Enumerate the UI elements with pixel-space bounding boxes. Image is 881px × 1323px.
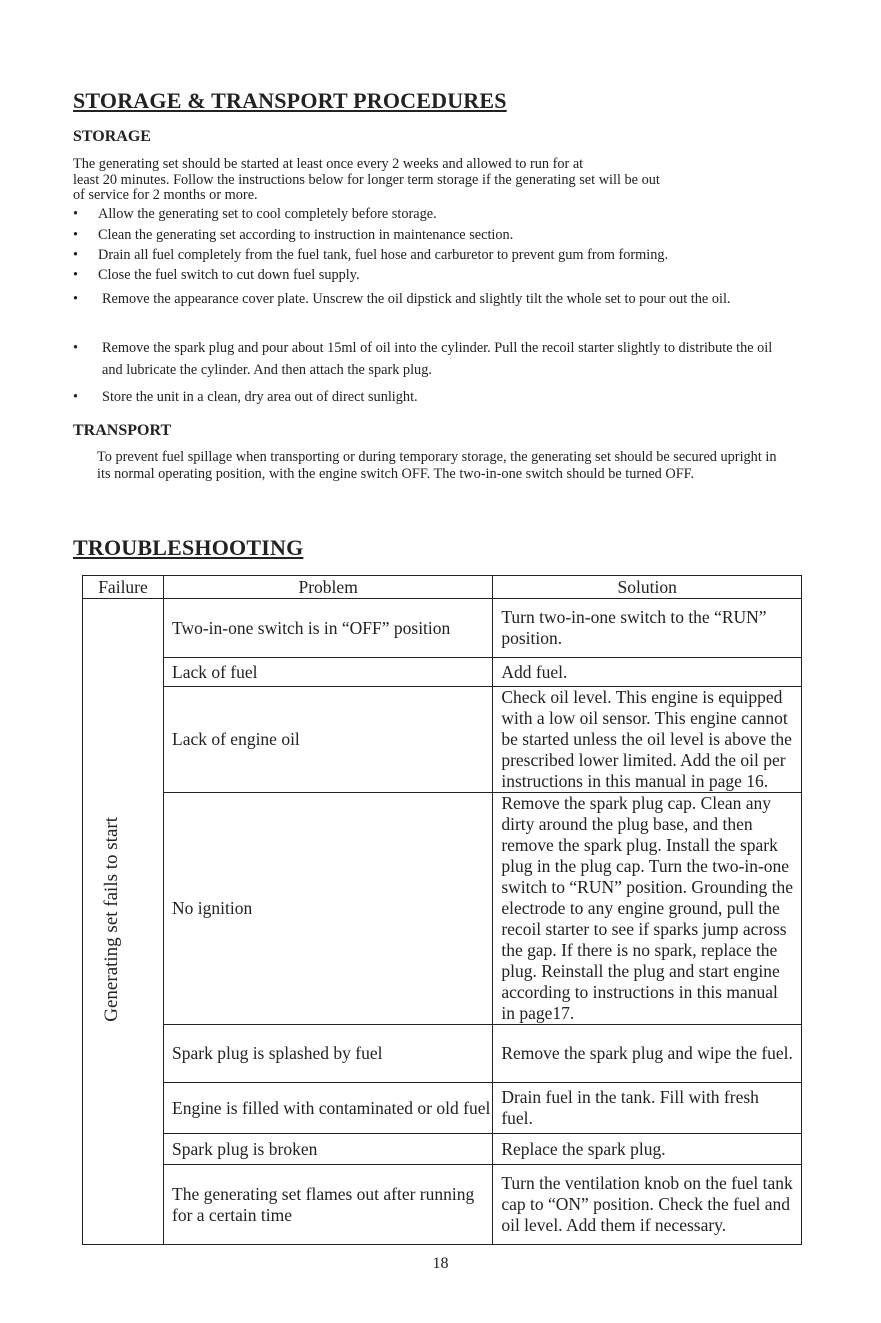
section-title-storage-transport: STORAGE & TRANSPORT PROCEDURES xyxy=(73,88,507,113)
storage-intro-line-3: of service for 2 months or more. xyxy=(73,187,258,203)
storage-bullet-5: • Remove the appearance cover plate. Unscrew the oil dipstick and slightly tilt the whole set to pour out the oil. xyxy=(73,288,783,310)
storage-intro xyxy=(73,157,813,204)
solution-cell: Remove the spark plug cap. Clean any dirty around the plug base, and then remove the spark plug. Install the spark plug in the plug cap. Turn the two-in-one switch to “RUN” position. Grounding the electrode to any engine ground, pull the recoil starter to see if sparks jump across the gap. If there is no spark, replace the plug. Reinstall the plug and start engine according to instructions in this manual in page17. xyxy=(493,793,802,1025)
bullet-text: Clean the generating set according to instruction in maintenance section. xyxy=(98,227,514,243)
storage-heading: STORAGE xyxy=(73,128,151,145)
table-row xyxy=(83,793,802,1025)
troubleshooting-table xyxy=(82,575,802,1245)
section-title-troubleshooting: TROUBLESHOOTING xyxy=(73,535,304,560)
table-row xyxy=(83,599,802,658)
problem-cell: Lack of engine oil xyxy=(164,687,493,793)
storage-intro-line-2: least 20 minutes. Follow the instructions below for longer term storage if the generating set will be out xyxy=(73,171,660,188)
bullet-text: Store the unit in a clean, dry area out of direct sunlight. xyxy=(102,389,418,405)
table-row xyxy=(83,1165,802,1245)
table-header-row xyxy=(83,576,802,599)
page-number: 18 xyxy=(432,1255,449,1272)
problem-cell: The generating set flames out after running for a certain time xyxy=(164,1165,493,1245)
storage-intro-line-1: The generating set should be started at least once every 2 weeks and allowed to run for at xyxy=(73,156,584,172)
solution-cell: Add fuel. xyxy=(493,658,802,687)
problem-cell: Two-in-one switch is in “OFF” position xyxy=(164,599,493,658)
table-row xyxy=(83,1025,802,1083)
problem-cell: Spark plug is splashed by fuel xyxy=(164,1025,493,1083)
storage-bullet-4: • Close the fuel switch to cut down fuel supply. xyxy=(73,267,360,283)
solution-cell: Turn two-in-one switch to the “RUN” position. xyxy=(493,599,802,658)
bullet-text: Allow the generating set to cool completely before storage. xyxy=(98,206,437,222)
solution-cell: Turn the ventilation knob on the fuel tank cap to “ON” position. Check the fuel and oil level. Add them if necessary. xyxy=(493,1165,802,1245)
storage-bullet-1: • Allow the generating set to cool completely before storage. xyxy=(73,206,437,222)
transport-heading: TRANSPORT xyxy=(73,422,172,439)
problem-cell: No ignition xyxy=(164,793,493,1025)
table-row xyxy=(83,658,802,687)
solution-cell: Check oil level. This engine is equipped with a low oil sensor. This engine cannot be started unless the oil level is above the prescribed lower limited. Add the oil per instructions in this manual in page 16. xyxy=(493,687,802,793)
header-solution: Solution xyxy=(493,576,802,599)
header-failure: Failure xyxy=(83,576,164,599)
solution-cell: Remove the spark plug and wipe the fuel. xyxy=(493,1025,802,1083)
problem-cell: Lack of fuel xyxy=(164,658,493,687)
transport-text: To prevent fuel spillage when transporting or during temporary storage, the generating set should be secured upright in its normal operating position, with the engine switch OFF. The two-in-one switch should be turned OFF. xyxy=(97,449,777,482)
table-row xyxy=(83,1134,802,1165)
solution-cell: Drain fuel in the tank. Fill with fresh fuel. xyxy=(493,1083,802,1134)
bullet-text: Remove the appearance cover plate. Unscrew the oil dipstick and slightly tilt the whole set to pour out the oil. xyxy=(102,291,731,307)
bullet-text: Drain all fuel completely from the fuel tank, fuel hose and carburetor to prevent gum from forming. xyxy=(98,247,669,263)
failure-text: Generating set fails to start xyxy=(101,816,122,1022)
failure-cell xyxy=(83,599,164,1245)
bullet-text: Remove the spark plug and pour about 15ml of oil into the cylinder. Pull the recoil starter slightly to distribute the oil and lubricate the cylinder. And then attach the spark plug. xyxy=(102,340,773,378)
bullet-text: Close the fuel switch to cut down fuel supply. xyxy=(98,267,360,283)
storage-bullet-2: • Clean the generating set according to instruction in maintenance section. xyxy=(73,227,514,243)
storage-bullet-7: • Store the unit in a clean, dry area out of direct sunlight. xyxy=(73,386,813,408)
problem-cell: Engine is filled with contaminated or old fuel xyxy=(164,1083,493,1134)
storage-bullet-3: • Drain all fuel completely from the fuel tank, fuel hose and carburetor to prevent gum from forming. xyxy=(73,247,669,263)
table-row xyxy=(83,1083,802,1134)
solution-cell: Replace the spark plug. xyxy=(493,1134,802,1165)
problem-cell: Spark plug is broken xyxy=(164,1134,493,1165)
storage-bullet-6: • Remove the spark plug and pour about 15ml of oil into the cylinder. Pull the recoil starter slightly to distribute the oil and lubricate the cylinder. And then attach the spark plug. xyxy=(73,337,783,381)
table-row xyxy=(83,687,802,793)
header-problem: Problem xyxy=(164,576,493,599)
